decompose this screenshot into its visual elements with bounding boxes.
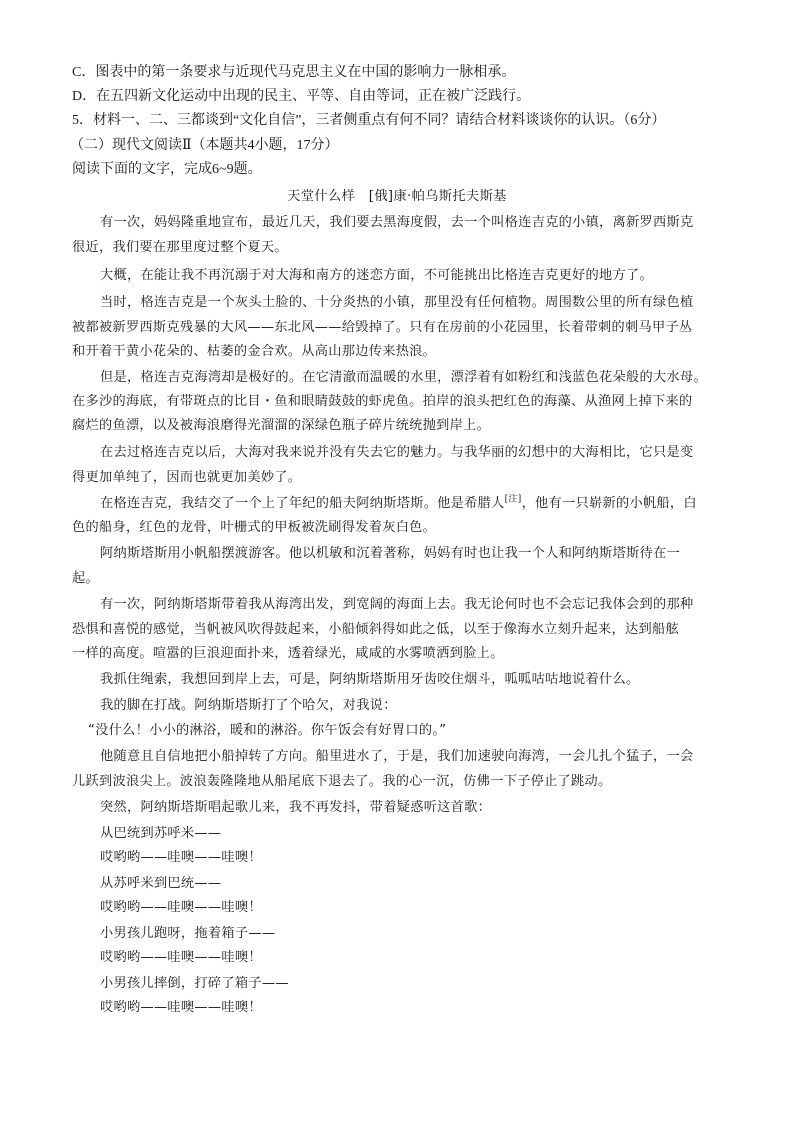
question-5: 5．材料一、二、三都谈到“文化自信”，三者侧重点有何不同？请结合材料谈谈你的认识。（6分） xyxy=(72,113,666,128)
article-line: 被都被新罗西斯克残暴的大风——东北风——给毁掉了。只有在房前的小花园里，长着带刺的刺马甲子丛 xyxy=(72,320,693,335)
article-line: 大概，在能让我不再沉溺于对大海和南方的迷恋方面，不可能挑出比格连吉克更好的地方了。 xyxy=(100,268,653,283)
article-line: 但是，格连吉克海湾却是极好的。在它清澈而温暖的水里，漂浮着有如粉红和浅蓝色花朵般的大水母。 xyxy=(100,370,707,385)
article-line: 得更加单纯了，因而也就更加美妙了。 xyxy=(72,470,302,485)
article-line: 有一次，阿纳斯塔斯带着我从海湾出发，到宽阔的海面上去。我无论何时也不会忘记我体会到的那种 xyxy=(100,597,694,612)
article-line: 我的脚在打战。阿纳斯塔斯打了个哈欠，对我说： xyxy=(100,698,397,713)
article-line: 和开着干黄小花朵的、枯萎的金合欢。从高山那边传来热浪。 xyxy=(72,344,437,359)
option-d: D．在五四新文化运动中出现的民主、平等、自由等词，正在被广泛践行。 xyxy=(72,89,531,104)
song-line: 小男孩儿摔倒，打碎了箱子—— xyxy=(100,976,289,991)
article-line: 我抓住绳索，我想回到岸上去，可是，阿纳斯塔斯用牙齿咬住烟斗，呱呱咕咕地说着什么。 xyxy=(100,672,640,687)
song-line: 从巴统到苏呼米—— xyxy=(100,826,222,841)
footnote-marker: [注] xyxy=(504,494,522,505)
article-line: 腐烂的鱼漂，以及被海浪磨得光溜溜的深绿色瓶子碎片统统抛到岸上。 xyxy=(72,418,491,433)
article-line-text: 在格连吉克，我结交了一个上了年纪的船夫阿纳斯塔斯。他是希腊人 xyxy=(100,496,505,511)
article-line: 一样的高度。喧嚣的巨浪迎面扑来，透着绿光，咸咸的水雾喷洒到脸上。 xyxy=(72,646,504,661)
song-line: 从苏呼米到巴统—— xyxy=(100,876,222,891)
article-line xyxy=(100,492,760,516)
section-heading: （二）现代文阅读Ⅱ（本题共4小题，17分） xyxy=(70,138,339,153)
article-line: 色的船身，红色的龙骨，叶栅式的甲板被洗刷得发着灰白色。 xyxy=(72,520,437,535)
article-line: 他随意且自信地把小船掉转了方向。船里进水了，于是，我们加速驶向海湾，一会儿扎个猛子，一会 xyxy=(100,749,694,764)
article-line: 在去过格连吉克以后，大海对我来说并没有失去它的魅力。与我华丽的幻想中的大海相比，它只是变 xyxy=(100,445,694,460)
article-title: 天堂什么样 [俄]康·帕乌斯托夫斯基 xyxy=(287,189,507,204)
article-line: 阿纳斯塔斯用小帆船摆渡游客。他以机敏和沉着著称，妈妈有时也让我一个人和阿纳斯塔斯待在一 xyxy=(100,546,680,561)
article-line: 恐惧和喜悦的感觉，当帆被风吹得鼓起来，小船倾斜得如此之低，以至于像海水立刻升起来，达到船舷 xyxy=(72,622,679,637)
article-line: 有一次，妈妈隆重地宣布，最近几天，我们要去黑海度假，去一个叫格连吉克的小镇，离新罗西斯克 xyxy=(100,215,694,230)
option-c: C．图表中的第一条要求与近现代马克思主义在中国的影响力一脉相承。 xyxy=(72,65,516,80)
song-line: 哎哟哟——哇噢——哇噢！ xyxy=(100,1000,262,1015)
article-line: “没什么！小小的淋浴，暖和的淋浴。你午饭会有好胃口的。” xyxy=(88,723,447,738)
song-line: 哎哟哟——哇噢——哇噢！ xyxy=(100,850,262,865)
song-line: 哎哟哟——哇噢——哇噢！ xyxy=(100,950,262,965)
article-line: 很近，我们要在那里度过整个夏天。 xyxy=(72,240,288,255)
reading-instruction: 阅读下面的文字，完成6~9题。 xyxy=(72,162,262,177)
article-line: 儿跃到波浪尖上。波浪轰隆隆地从船尾底下退去了。我的心一沉，仿佛一下子停止了跳动。 xyxy=(72,774,612,789)
article-line: 突然，阿纳斯塔斯唱起歌儿来，我不再发抖，带着疑惑听这首歌： xyxy=(100,800,492,815)
article-line: 起。 xyxy=(72,571,99,586)
article-line-text: ，他有一只崭新的小帆船，白 xyxy=(521,496,697,511)
song-line: 小男孩儿跑呀，拖着箱子—— xyxy=(100,926,276,941)
article-line: 当时，格连吉克是一个灰头土脸的、十分炎热的小镇，那里没有任何植物。周围数公里的所有绿色植 xyxy=(100,295,694,310)
article-line: 在多沙的海底，有带斑点的比目・鱼和眼睛鼓鼓的虾虎鱼。拍岸的浪头把红色的海藻、从渔网上掉下来的 xyxy=(72,394,693,409)
song-line: 哎哟哟——哇噢——哇噢！ xyxy=(100,900,262,915)
